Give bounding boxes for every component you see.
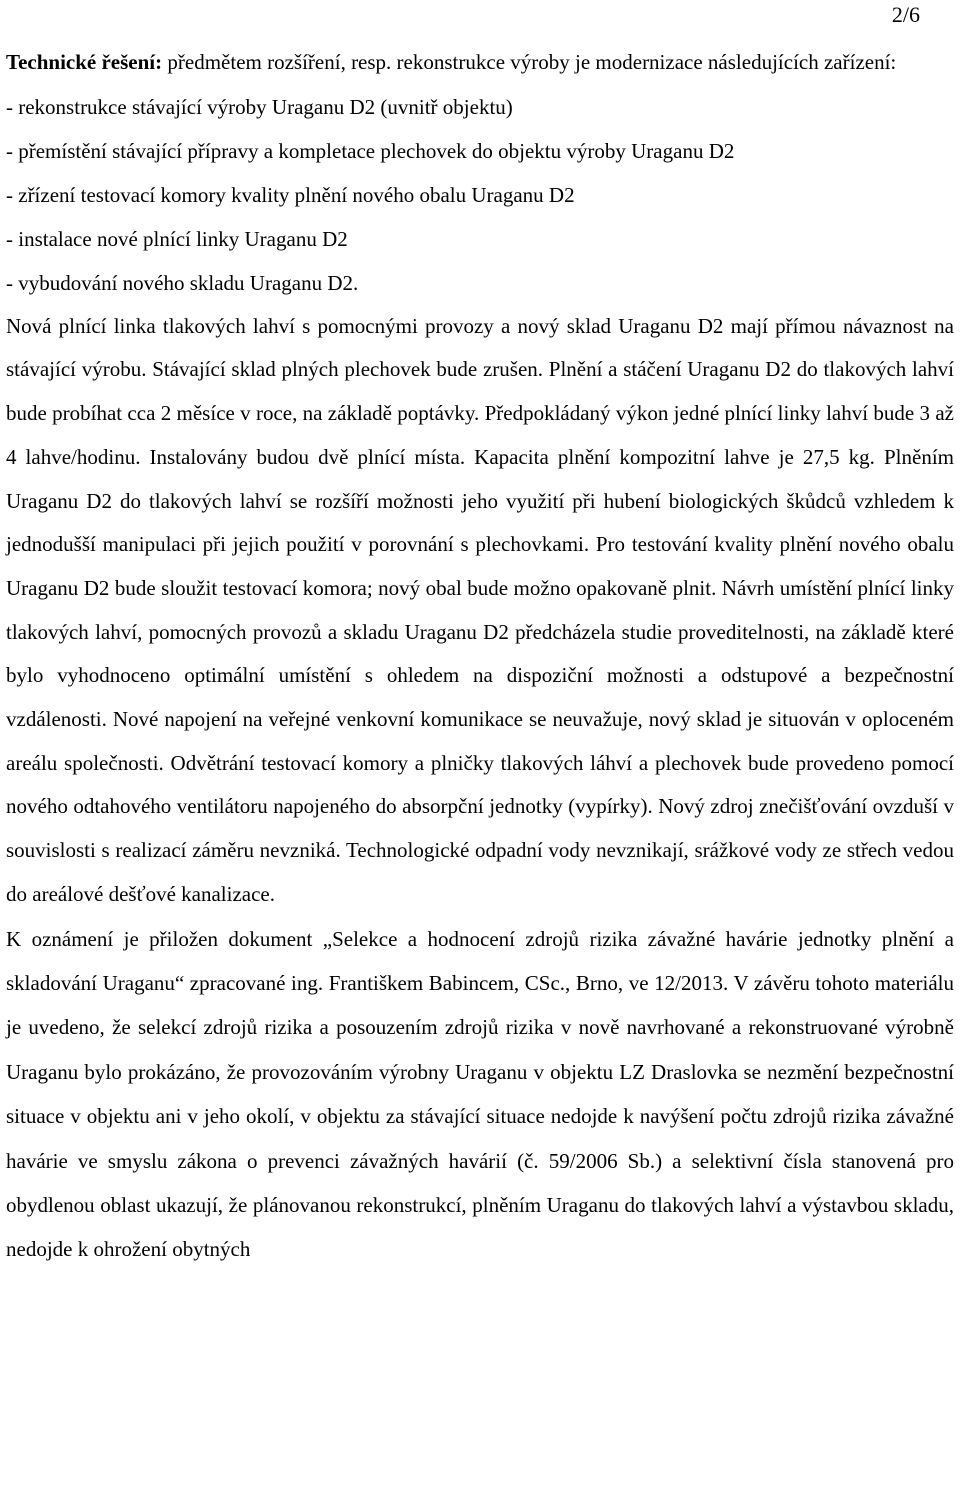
technical-solution-intro-text: předmětem rozšíření, resp. rekonstrukce výroby je modernizace následujících zařízení: (167, 50, 897, 74)
list-item: - instalace nové plnící linky Uraganu D2 (6, 226, 348, 251)
list-item: - vybudování nového skladu Uraganu D2. (6, 270, 359, 295)
document-body (6, 41, 954, 1272)
modernization-list (6, 85, 954, 305)
technical-solution-heading: Technické řešení: (6, 50, 163, 74)
list-item: - rekonstrukce stávající výroby Uraganu D2 (uvnitř objektu) (6, 94, 513, 119)
list-item: - přemístění stávající přípravy a kompletace plechovek do objektu výroby Uraganu D2 (6, 138, 735, 163)
risk-assessment-paragraph: K oznámení je přiložen dokument „Selekce a hodnocení zdrojů rizika závažné havárie jednotky plnění a skladování Uraganu“ zpracované ing. Františkem Babincem, CSc., Brno, ve 12/2013. V závěru tohoto materiálu je uvedeno, že selekcí zdrojů rizika a posouzením zdrojů rizika v nově navrhované a rekonstruované výrobně Uraganu bylo prokázáno, že provozováním výrobny Uraganu v objektu LZ Draslovka se nezmění bezpečnostní situace v objektu ani v jeho okolí, v objektu za stávající situace nedojde k navýšení počtu zdrojů rizika závažné havárie ve smyslu zákona o prevenci závažných havárií (č. 59/2006 Sb.) a selektivní čísla stanovená pro obydlenou oblast ukazují, že plánovanou rekonstrukcí, plněním Uraganu do tlakových lahví a výstavbou skladu, nedojde k ohrožení obytných (6, 926, 954, 1262)
technical-solution-intro (6, 41, 954, 85)
list-item: - zřízení testovací komory kvality plnění nového obalu Uraganu D2 (6, 182, 575, 207)
page-number: 2/6 (891, 2, 920, 27)
filling-line-paragraph: Nová plnící linka tlakových lahví s pomocnými provozy a nový sklad Uraganu D2 mají přímou návaznost na stávající výrobu. Stávající sklad plných plechovek bude zrušen. Plnění a stáčení Uraganu D2 do tlakových lahví bude probíhat cca 2 měsíce v roce, na základě poptávky. Předpokládaný výkon jedné plnící linky lahví bude 3 až 4 lahve/hodinu. Instalovány budou dvě plnící místa. Kapacita plnění kompozitní lahve je 27,5 kg. Plněním Uraganu D2 do tlakových lahví se rozšíří možnosti jeho využití při hubení biologických škůdců vzhledem k jednodušší manipulaci při jejich použití v porovnání s plechovkami. Pro testování kvality plnění nového obalu Uraganu D2 bude sloužit testovací komora; nový obal bude možno opakovaně plnit. Návrh umístění plnící linky tlakových lahví, pomocných provozů a skladu Uraganu D2 předcházela studie proveditelnosti, na základě které bylo vyhodnoceno optimální umístění s ohledem na dispoziční možnosti a odstupové a bezpečnostní vzdálenosti. Nové napojení na veřejné venkovní komunikace se neuvažuje, nový sklad je situován v oploceném areálu společnosti. Odvětrání testovací komory a plničky tlakových láhví a plechovek bude provedeno pomocí nového odtahového ventilátoru napojeného do absorpční jednotky (vypírky). Nový zdroj znečišťování ovzduší v souvislosti s realizací záměru nevzniká. Technologické odpadní vody nevznikají, srážkové vody ze střech vedou do areálové dešťové kanalizace. (6, 313, 954, 906)
